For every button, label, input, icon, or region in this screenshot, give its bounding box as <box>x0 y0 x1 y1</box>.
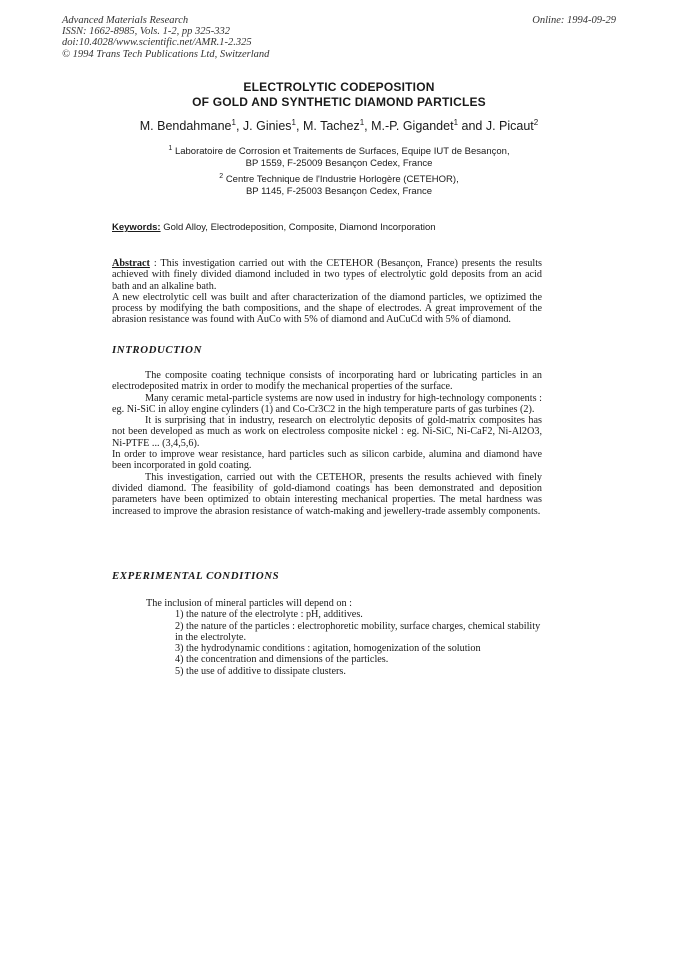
affiliation-address: BP 1559, F-25009 Besançon Cedex, France <box>245 158 433 170</box>
list-item: 5) the use of additive to dissipate clusters. <box>175 665 346 677</box>
author-name: M. Bendahmane <box>139 119 232 134</box>
introduction-body <box>112 370 542 517</box>
author-name: M. Tachez <box>302 119 360 134</box>
affiliation-mark: 1 <box>168 145 173 152</box>
affiliation-line: Centre Technique de l'Industrie Horlogère (CETEHOR), <box>225 174 459 186</box>
intro-paragraph-1: The composite coating technique consists of incorporating hard or lubricating particles in an electrodeposited matrix in order to modify the mechanical properties of the surface. <box>112 370 542 393</box>
author-separator: and <box>458 119 486 134</box>
experimental-heading: EXPERIMENTAL CONDITIONS <box>112 570 280 582</box>
experimental-body <box>146 598 546 677</box>
journal-doi: doi:10.4028/www.scientific.net/AMR.1-2.325 <box>62 37 252 49</box>
journal-copyright: © 1994 Trans Tech Publications Ltd, Switzerland <box>62 48 270 60</box>
author-affil-mark: 2 <box>533 118 539 127</box>
list-item: 3) the hydrodynamic conditions : agitation, homogenization of the solution <box>175 643 481 655</box>
author-affil-mark: 1 <box>359 118 365 127</box>
introduction-heading: INTRODUCTION <box>112 344 202 356</box>
author-name: J. Picaut <box>485 119 534 134</box>
author-separator: , <box>235 119 243 134</box>
author-list <box>0 118 678 133</box>
affiliation-line: Laboratoire de Corrosion et Traitements de Surfaces, Equipe IUT de Besançon, <box>174 146 510 158</box>
online-date: Online: 1994-09-29 <box>532 15 616 26</box>
intro-paragraph-5: This investigation, carried out with the CETEHOR, presents the results achieved with finely divided diamond. The feasibility of gold-diamond coatings has been demonstrated and deposition parameters have been optimized to obtain interesting mechanical properties. The metal hardness was increased to improve the abrasion resistance of watch-making and jewellery-trade assembly components. <box>112 471 542 517</box>
list-item: 4) the concentration and dimensions of the particles. <box>175 654 389 666</box>
intro-paragraph-4: In order to improve wear resistance, hard particles such as silicon carbide, alumina and diamond have been incorporated in gold coating. <box>112 449 542 472</box>
list-item: 1) the nature of the electrolyte : pH, additives. <box>175 609 363 621</box>
affiliation-address: BP 1145, F-25003 Besançon Cedex, France <box>245 186 433 198</box>
affiliation-2 <box>0 171 678 198</box>
author-name: J. Ginies <box>242 119 292 134</box>
abstract-label: Abstract <box>112 258 150 269</box>
conditions-list <box>146 609 546 677</box>
journal-name: Advanced Materials Research <box>62 15 189 26</box>
keywords-text: Gold Alloy, Electrodeposition, Composite, Diamond Incorporation <box>163 222 436 233</box>
list-item: 2) the nature of the particles : electrophoretic mobility, surface charges, chemical stability in the electrolyte. <box>175 620 541 643</box>
keywords <box>112 222 436 233</box>
affiliation-1 <box>0 143 678 170</box>
abstract-paragraph-1: : This investigation carried out with the CETEHOR (Besançon, France) presents the results achieved with finely divided diamond included in two types of electrolytic gold deposits from an acid bath and an alkaline bath. <box>112 258 542 292</box>
journal-citation <box>62 15 269 60</box>
intro-paragraph-2: Many ceramic metal-particle systems are now used in industry for high-technology components : eg. Ni-SiC in alloy engine cylinders (1) and Co-Cr3C2 in the high temperature parts of gas turbines (2). <box>112 392 542 415</box>
author-name: M.-P. Gigandet <box>371 119 454 134</box>
abstract <box>112 258 542 326</box>
intro-paragraph-3: It is surprising that in industry, research on electrolytic deposits of gold-matrix composites has not been developed as much as work on electroless composite nickel : eg. Ni-SiC, Ni-CaF2, Ni-Al2O3, Ni-PTFE ... (3,4,5,6). <box>112 415 542 449</box>
experimental-lead: The inclusion of mineral particles will depend on : <box>146 598 352 609</box>
keywords-label: Keywords: <box>112 222 161 233</box>
paper-title <box>0 80 678 110</box>
author-affil-mark: 1 <box>453 118 459 127</box>
author-separator: , <box>364 119 372 134</box>
journal-issn: ISSN: 1662-8985, Vols. 1-2, pp 325-332 <box>62 26 230 38</box>
author-separator: , <box>296 119 303 134</box>
abstract-paragraph-2: A new electrolytic cell was built and after characterization of the diamond particles, we optizimed the process by modifying the bath compositions, and the shape of electrodes. A great improvement of the abrasion resistance was found with AuCo with 5% of diamond and AuCuCd with 5% of diamond. <box>112 291 542 326</box>
author-affil-mark: 1 <box>231 118 236 127</box>
title-line-1: ELECTROLYTIC CODEPOSITION <box>243 80 435 94</box>
author-affil-mark: 1 <box>291 118 296 127</box>
affiliation-mark: 2 <box>219 173 224 180</box>
title-line-2: OF GOLD AND SYNTHETIC DIAMOND PARTICLES <box>192 95 486 109</box>
